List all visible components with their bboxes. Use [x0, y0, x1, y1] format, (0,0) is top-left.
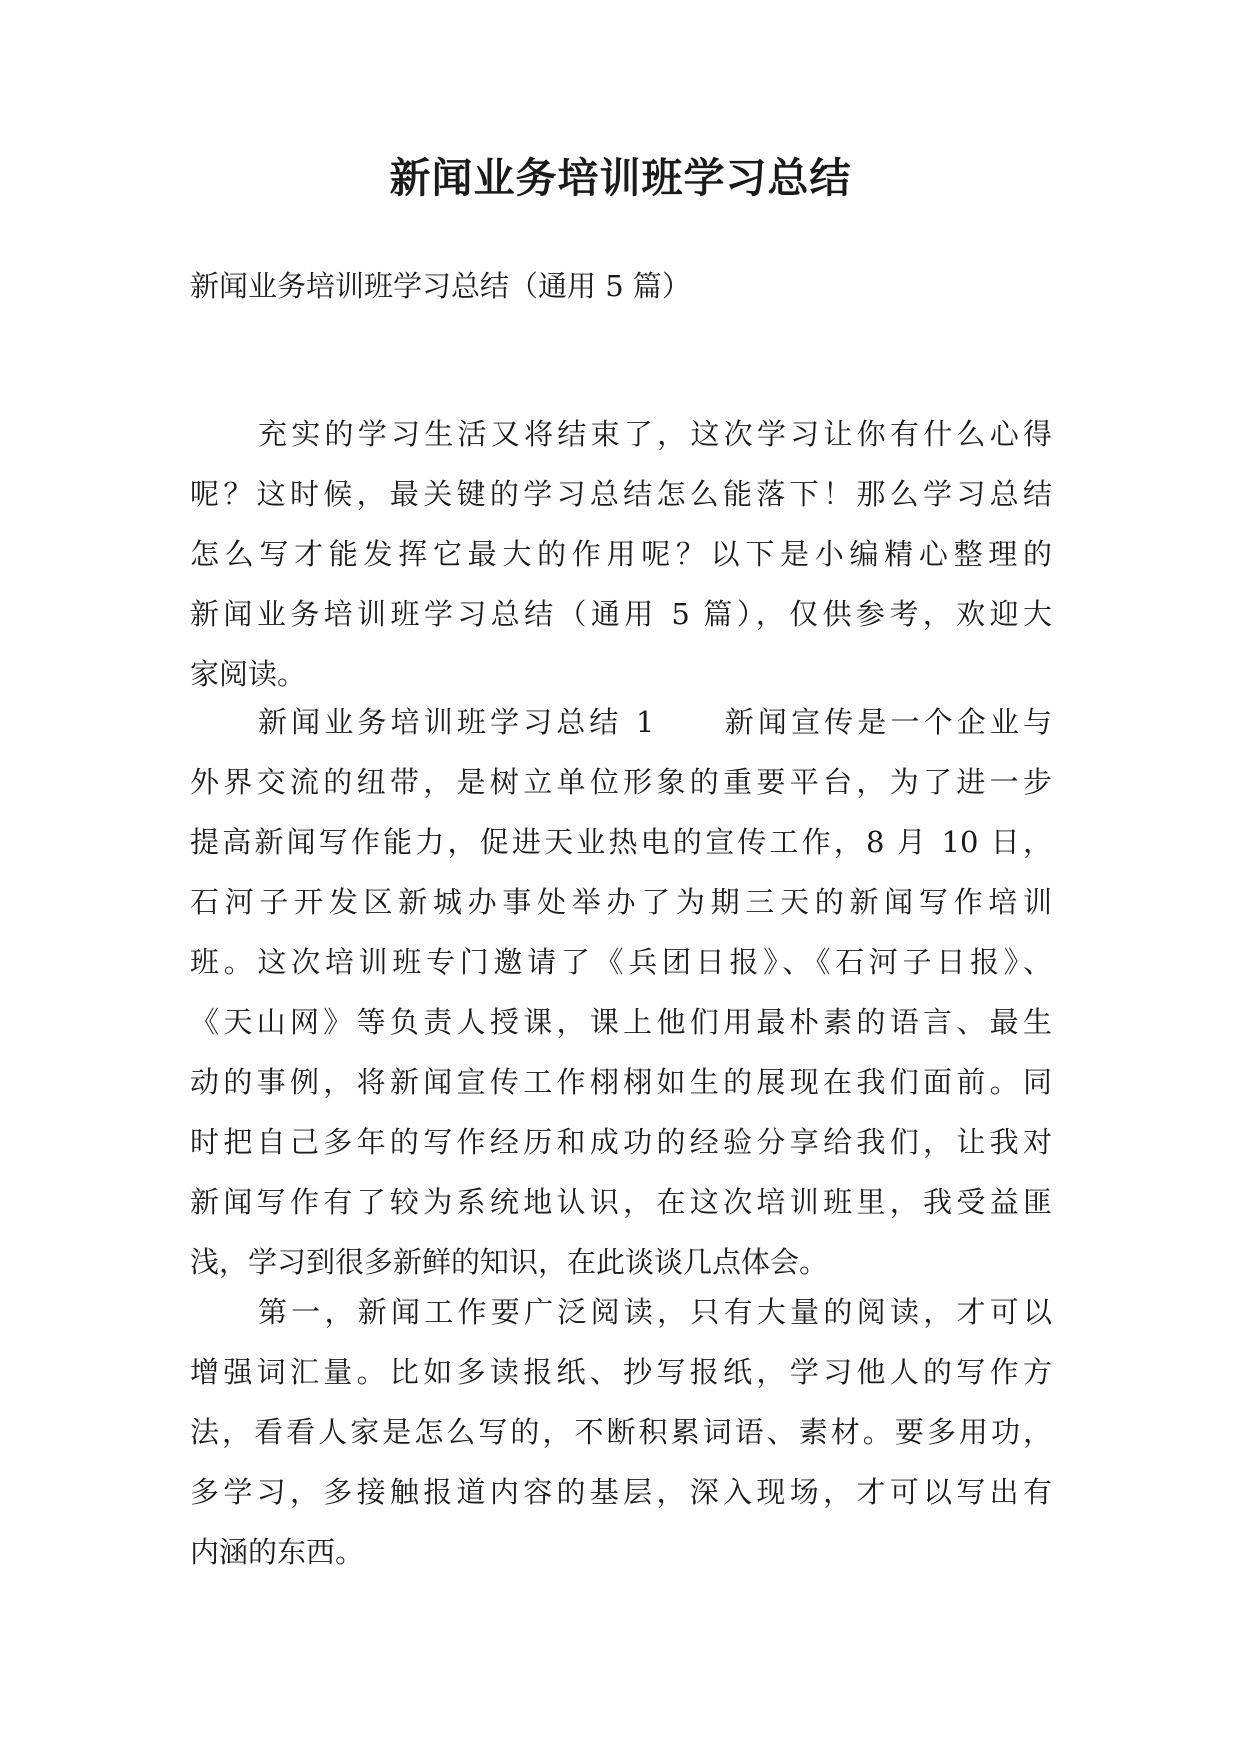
text-line: 新闻写作有了较为系统地认识，在这次培训班里，我受益匪 [190, 1185, 1052, 1219]
text-line: 多学习，多接触报道内容的基层，深入现场，才可以写出有 [190, 1475, 1052, 1509]
document-title: 新闻业务培训班学习总结 [389, 154, 852, 202]
text-line: 内涵的东西。 [190, 1535, 365, 1569]
text-line: 法，看看人家是怎么写的，不断积累词语、素材。要多用功， [190, 1415, 1052, 1449]
paragraph-summary-1 [190, 692, 1052, 1292]
paragraph-intro [190, 404, 1052, 704]
text-line: 石河子开发区新城办事处举办了为期三天的新闻写作培训 [190, 885, 1052, 919]
text-line: 班。这次培训班专门邀请了《兵团日报》、《石河子日报》、 [190, 945, 1052, 979]
text-line: 提高新闻写作能力，促进天业热电的宣传工作，8 月 10 日， [190, 825, 1052, 859]
text-line: 时把自己多年的写作经历和成功的经验分享给我们，让我对 [190, 1125, 1052, 1159]
text-line: 《天山网》等负责人授课，课上他们用最朴素的语言、最生 [190, 1005, 1052, 1039]
text-line: 怎么写才能发挥它最大的作用呢？以下是小编精心整理的 [190, 537, 1052, 571]
text-line: 增强词汇量。比如多读报纸、抄写报纸，学习他人的写作方 [190, 1355, 1052, 1389]
text-line: 浅，学习到很多新鲜的知识，在此谈谈几点体会。 [190, 1245, 829, 1279]
text-line: 充实的学习生活又将结束了，这次学习让你有什么心得 [258, 417, 1052, 451]
document-subtitle: 新闻业务培训班学习总结（通用 5 篇） [190, 269, 691, 303]
text-line: 呢？这时候，最关键的学习总结怎么能落下！那么学习总结 [190, 477, 1052, 511]
text-line: 家阅读。 [190, 657, 307, 691]
text-line: 外界交流的纽带，是树立单位形象的重要平台，为了进一步 [190, 765, 1052, 799]
paragraph-point-1 [190, 1282, 1052, 1582]
text-line: 新闻业务培训班学习总结 1 新闻宣传是一个企业与 [258, 705, 1052, 739]
text-line: 动的事例，将新闻宣传工作栩栩如生的展现在我们面前。同 [190, 1065, 1052, 1099]
text-line: 新闻业务培训班学习总结（通用 5 篇），仅供参考，欢迎大 [190, 597, 1052, 631]
text-line: 第一，新闻工作要广泛阅读，只有大量的阅读，才可以 [258, 1295, 1052, 1329]
